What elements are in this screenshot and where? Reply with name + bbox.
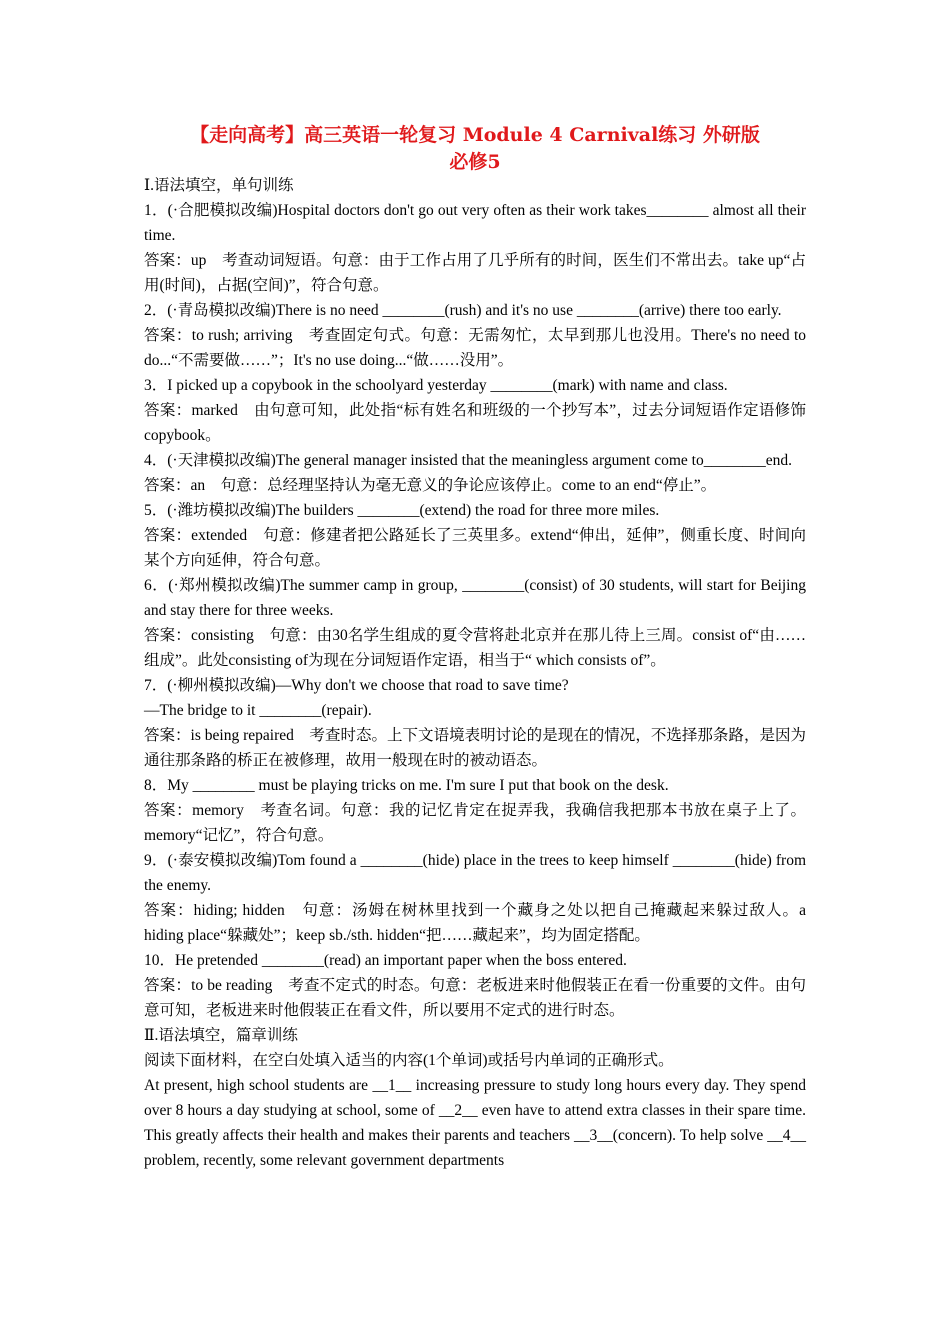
question-item: 1．(·合肥模拟改编)Hospital doctors don't go out very often as their work takes________ almost all their time. — [144, 202, 806, 244]
answer-item: 答案：to be reading 考查不定式的时态。句意：老板进来时他假装正在看一份重要的文件。由句意可知，老板进来时他假装正在看文件，所以要用不定式的进行时态。 — [144, 977, 806, 1019]
question-item: 9．(·泰安模拟改编)Tom found a ________(hide) place in the trees to keep himself ________(hide) from the enemy. — [144, 852, 806, 894]
section-2-instruction: 阅读下面材料，在空白处填入适当的内容(1个单词)或括号内单词的正确形式。 — [144, 1052, 674, 1069]
question-item: 6．(·郑州模拟改编)The summer camp in group, ________(consist) of 30 students, will start for Beijing and stay there for three weeks. — [144, 577, 806, 619]
passage-text: At present, high school students are __1__ increasing pressure to study long hours every day. They spend over 8 hours a day studying at school, some of __2__ even have to attend extra classes in their spare time. This greatly affects their health and makes their parents and teachers __3__(concern). To help solve __4__ problem, recently, some relevant government departments — [144, 1077, 806, 1169]
question-item: 10．He pretended ________(read) an important paper when the boss entered. — [144, 952, 627, 969]
question-item: 2．(·青岛模拟改编)There is no need ________(rush) and it's no use ________(arrive) there too early. — [144, 302, 782, 319]
question-item: 8．My ________ must be playing tricks on me. I'm sure I put that book on the desk. — [144, 777, 669, 794]
exercise-list — [144, 198, 806, 1023]
answer-item: 答案：marked 由句意可知，此处指“标有姓名和班级的一个抄写本”，过去分词短语作定语修饰copybook。 — [144, 402, 806, 444]
section-2-heading: Ⅱ.语法填空，篇章训练 — [144, 1027, 298, 1044]
answer-item: 答案：extended 句意：修建者把公路延长了三英里多。extend“伸出，延伸”，侧重长度、时间向某个方向延伸，符合句意。 — [144, 527, 806, 569]
answer-item: 答案：hiding; hidden 句意：汤姆在树林里找到一个藏身之处以把自己掩藏起来躲过敌人。a hiding place“躲藏处”；keep sb./sth. hidden“把……藏起来”，均为固定搭配。 — [144, 902, 806, 944]
answer-item: 答案：an 句意：总经理坚持认为毫无意义的争论应该停止。come to an end“停止”。 — [144, 477, 717, 494]
title-line-1: 【走向高考】高三英语一轮复习 Module 4 Carnival练习 外研版 — [190, 124, 760, 146]
answer-item: 答案：consisting 句意：由30名学生组成的夏令营将赴北京并在那儿待上三周。consist of“由……组成”。此处consisting of为现在分词短语作定语，相当于“ which consists of”。 — [144, 627, 806, 669]
answer-item: 答案：memory 考查名词。句意：我的记忆肯定在捉弄我，我确信我把那本书放在桌子上了。memory“记忆”，符合句意。 — [144, 802, 806, 844]
question-item: 5．(·潍坊模拟改编)The builders ________(extend) the road for three more miles. — [144, 502, 660, 519]
section-1-heading: Ⅰ.语法填空，单句训练 — [144, 177, 294, 194]
document-body — [144, 173, 806, 1173]
question-item: 4．(·天津模拟改编)The general manager insisted that the meaningless argument come to________end. — [144, 452, 792, 469]
title-line-2: 必修5 — [449, 151, 501, 173]
answer-item: 答案：up 考查动词短语。句意：由于工作占用了几乎所有的时间，医生们不常出去。take up“占用(时间)，占据(空间)”，符合句意。 — [144, 252, 806, 294]
question-item: 3．I picked up a copybook in the schoolyard yesterday ________(mark) with name and class. — [144, 377, 728, 394]
answer-item: 答案：is being repaired 考查时态。上下文语境表明讨论的是现在的情况，不选择那条路，是因为通往那条路的桥正在被修理，故用一般现在时的被动语态。 — [144, 727, 806, 769]
document-title — [0, 122, 950, 176]
question-item: 7．(·柳州模拟改编)—Why don't we choose that road to save time? —The bridge to it ________(repair). — [144, 677, 569, 719]
answer-item: 答案：to rush; arriving 考查固定句式。句意：无需匆忙，太早到那儿也没用。There's no need to do...“不需要做……”；It's no use doing...“做……没用”。 — [144, 327, 806, 369]
